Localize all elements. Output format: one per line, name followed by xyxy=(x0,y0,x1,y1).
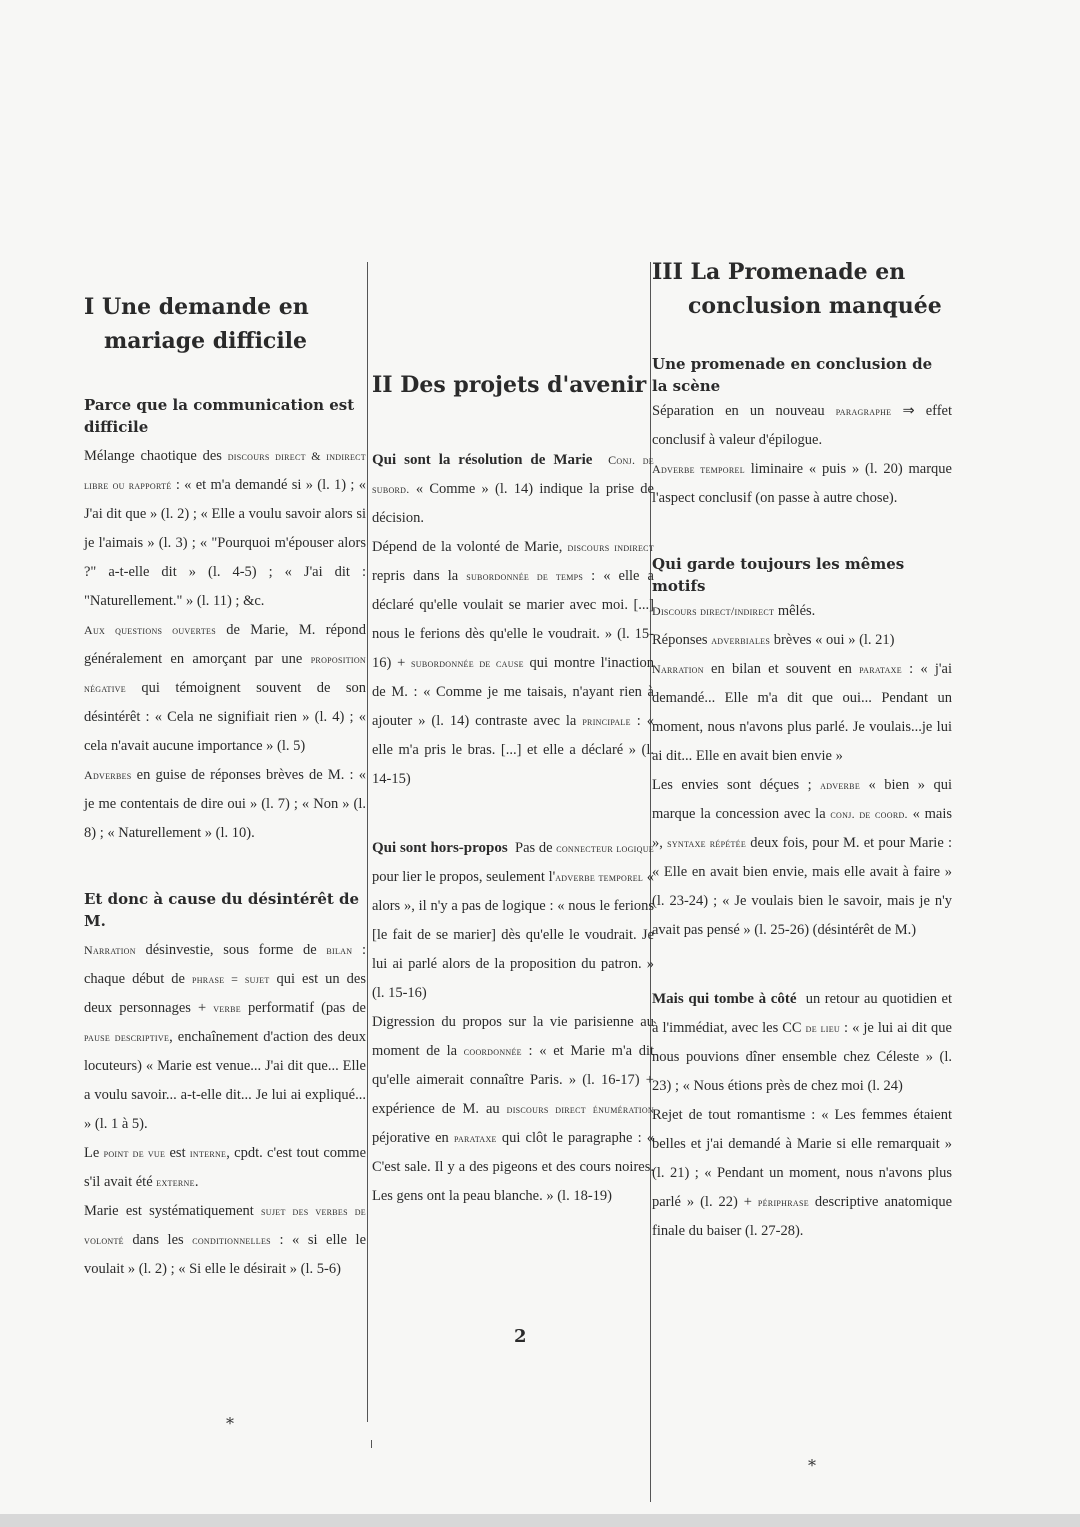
text: repris dans la xyxy=(372,568,467,584)
text: , cpdt. c'est tout comme s'il avait été xyxy=(84,1145,367,1190)
text: brèves « oui » (l. 21) xyxy=(770,632,895,648)
text: Pas de xyxy=(515,840,557,856)
section-heading: Et donc à cause du désintérêt de M. xyxy=(84,890,360,930)
text: liminaire « puis » (l. 20) marque l'aspect conclusif (on passe à autre chose). xyxy=(652,461,952,506)
term: parataxe xyxy=(453,1131,497,1145)
paragraph xyxy=(372,446,654,533)
text: : « j'ai demandé... Elle m'a dit que oui... Pendant un moment, nous n'avons plus parlé. Je voulais...je lui ai dit... Elle en avait bien envie » xyxy=(652,661,953,764)
paragraph xyxy=(652,397,952,455)
term: pause descriptive xyxy=(84,1030,170,1044)
term: Narration xyxy=(652,662,704,676)
paragraph xyxy=(652,1101,952,1246)
text: : « je lui ai dit que nous pouvions dîner ensemble chez Céleste » (l. 23) ; « Nous étions près de chez moi (l. 24) xyxy=(652,1020,952,1094)
term: principale xyxy=(582,714,631,728)
text: descriptive anatomique finale du baiser (l. 27-28). xyxy=(652,1194,953,1239)
paragraph xyxy=(84,442,366,616)
term: Aux questions ouvertes xyxy=(84,623,216,637)
text: qui montre l'inaction de M. : « Comme je me taisais, n'ayant rien à ajouter » (l. 14) contraste avec la xyxy=(372,655,654,729)
text: : « si elle le voulait » (l. 2) ; « Si elle le désirait » (l. 5-6) xyxy=(84,1232,366,1277)
text: performatif (pas de xyxy=(240,1000,366,1016)
term: conj. de coord. xyxy=(830,807,908,821)
term: phrase = sujet xyxy=(191,972,270,986)
column-part-2 xyxy=(372,368,654,1211)
term: syntaxe répétée xyxy=(667,836,747,850)
column-divider-stub xyxy=(371,1440,372,1448)
paragraph xyxy=(372,533,654,794)
text: qui clôt le paragraphe : « C'est sale. Il y a des pigeons et des cours noires. Les gens ont la peau blanche. » (l. 18-19) xyxy=(372,1130,654,1204)
paragraph xyxy=(84,1197,366,1284)
paragraph xyxy=(652,455,952,513)
text: Séparation en un nouveau xyxy=(652,403,836,419)
term: Adverbes xyxy=(84,768,132,782)
paragraph xyxy=(652,626,952,655)
text: de Marie, M. répond généralement en amorçant par une xyxy=(84,622,366,667)
text: dans les xyxy=(123,1232,193,1248)
text: . xyxy=(194,1174,199,1190)
section-end-star: * xyxy=(808,1456,816,1475)
term: périphrase xyxy=(757,1195,809,1209)
term: Adverbe temporel xyxy=(652,462,745,476)
section-heading: Une promenade en conclusion de la scène xyxy=(652,355,933,395)
paragraph xyxy=(84,761,366,848)
text xyxy=(586,1101,593,1117)
term: discours direct & indirect libre ou rapporté xyxy=(84,449,366,492)
term: proposition négative xyxy=(84,652,366,695)
part-title: I Une demande en mariage difficile xyxy=(84,294,309,354)
paragraph xyxy=(372,1008,654,1211)
term: adverbe xyxy=(820,778,861,792)
paragraph xyxy=(84,616,366,761)
part-title: II Des projets d'avenir xyxy=(372,372,647,398)
section-heading: Parce que la communication est difficile xyxy=(84,396,355,436)
column-part-1 xyxy=(84,290,366,1284)
term: conditionnelles xyxy=(192,1233,271,1247)
text: désinvestie, sous forme de xyxy=(135,942,327,958)
term: subordonnée de temps xyxy=(466,569,584,583)
term: interne xyxy=(189,1146,227,1160)
term: paragraphe xyxy=(835,404,892,418)
term: Discours direct/indirect xyxy=(652,604,775,618)
term: adverbe temporel xyxy=(555,870,644,884)
term: subordonnée de cause xyxy=(411,656,524,670)
text: pour lier le propos, seulement l' xyxy=(372,869,556,885)
section-heading: Qui sont la résolution de Marie xyxy=(372,452,593,468)
term: discours indirect xyxy=(567,540,655,554)
text: mêlés. xyxy=(774,603,816,619)
text: Rejet de tout romantisme : « Les femmes étaient belles et j'ai demandé à Marie si elle remarquait » (l. 21) ; « Pendant un moment, nous n'avons plus parlé » (l. 22) + xyxy=(652,1107,952,1210)
section-heading: Qui sont hors-propos xyxy=(372,840,508,856)
term: adverbiales xyxy=(711,633,771,647)
column-divider xyxy=(367,262,368,1422)
term: verbe xyxy=(213,1001,241,1015)
text: : chaque début de xyxy=(84,942,366,987)
text: « alors », il n'y a pas de logique : « nous le ferions [le fait de se marier] dès qu'elle le voudrait. Je lui ai parlé alors de la proposition du patron. » (l. 15-16) xyxy=(372,869,654,1001)
text: qui témoignent souvent de son désintérêt : « Cela ne signifiait rien » (l. 4) ; « cela n'avait aucune importance » (l. 5) xyxy=(84,680,366,754)
text: « bien » qui marque la concession avec la xyxy=(652,777,952,822)
term: connecteur logique xyxy=(556,841,654,855)
text: péjorative en xyxy=(372,1130,454,1146)
text: Marie est systématiquement xyxy=(84,1203,262,1219)
section-end-star: * xyxy=(226,1414,234,1433)
text: , enchaînement d'action des deux locuteurs) « Marie est venue... J'ai dit que... Elle a voulu savoir... a-t-elle dit... Je lui ai expliqué... » (l. 1 à 5). xyxy=(84,1029,366,1132)
text: : « elle a déclaré qu'elle voulait se marier avec moi. [...] nous le ferions dès qu'elle le voudrait. » (l. 15-16) + xyxy=(372,568,654,671)
part-title: III La Promenade en conclusion manquée xyxy=(652,259,942,319)
text: en bilan et souvent en xyxy=(703,661,860,677)
text: Dépend de la volonté de Marie, xyxy=(372,539,568,555)
term: discours direct xyxy=(506,1102,586,1116)
text: ⇒ effet conclusif à valeur d'épilogue. xyxy=(652,403,952,448)
text: : « elle m'a pris le bras. [...] et elle a déclaré » (l. 14-15) xyxy=(372,713,654,787)
page-number: 2 xyxy=(514,1326,527,1347)
scan-edge xyxy=(0,1514,1080,1527)
term: Narration xyxy=(84,943,136,957)
text: en guise de réponses brèves de M. : « je me contentais de dire oui » (l. 7) ; « Non » (l. 8) ; « Naturellement » (l. 10). xyxy=(84,767,366,841)
text: qui est un des deux personnages + xyxy=(84,971,367,1016)
column-part-3 xyxy=(652,255,952,1246)
paragraph xyxy=(84,936,366,1139)
paragraph xyxy=(652,985,952,1101)
term: bilan xyxy=(326,943,353,957)
text: Réponses xyxy=(652,632,712,648)
text: : « et m'a demandé si » (l. 1) ; « J'ai dit que » (l. 2) ; « Elle a voulu savoir alors si je l'aimais » (l. 3) ; « "Pourquoi m'épouser alors ?" a-t-elle dit » (l. 4-5) ; « J'ai dit : "Naturellement." » (l. 11) ; &c. xyxy=(84,477,366,609)
text: deux fois, pour M. et pour Marie : « Elle en avait bien envie, mais elle avait à faire » (l. 23-24) ; « Je voulais bien le savoir, mais je n'y avait pas pensé » (l. 25-26) (désintérêt de M.) xyxy=(652,835,952,938)
term: parataxe xyxy=(859,662,902,676)
text: : « et Marie m'a dit qu'elle aimerait connaître Paris. » (l. 16-17) + expérience de M. au xyxy=(372,1043,655,1117)
term: énumération xyxy=(592,1102,654,1116)
paragraph xyxy=(652,771,952,945)
term: point de vue xyxy=(103,1146,166,1160)
section-heading: Mais qui tombe à côté xyxy=(652,991,797,1007)
paragraph xyxy=(652,597,952,626)
term: externe xyxy=(156,1175,195,1189)
term: sujet des verbes de volonté xyxy=(84,1204,366,1247)
section-heading: Qui garde toujours les mêmes motifs xyxy=(652,555,905,595)
text: Les envies sont déçues ; xyxy=(652,777,821,793)
term: de lieu xyxy=(805,1021,841,1035)
term: coordonnée xyxy=(463,1044,522,1058)
text: Le xyxy=(84,1145,104,1161)
paragraph xyxy=(372,834,654,1008)
paragraph xyxy=(652,655,952,771)
text: « mais », xyxy=(652,806,953,851)
text: Digression du propos sur la vie parisienne au moment de la xyxy=(372,1014,654,1059)
text: un retour au quotidien et à l'immédiat, avec les CC xyxy=(652,991,952,1036)
text: Mélange chaotique des xyxy=(84,448,228,464)
text: « Comme » (l. 14) indique la prise de décision. xyxy=(372,481,654,526)
term: Conj. de subord. xyxy=(372,453,654,496)
paragraph xyxy=(84,1139,366,1197)
text: est xyxy=(165,1145,190,1161)
